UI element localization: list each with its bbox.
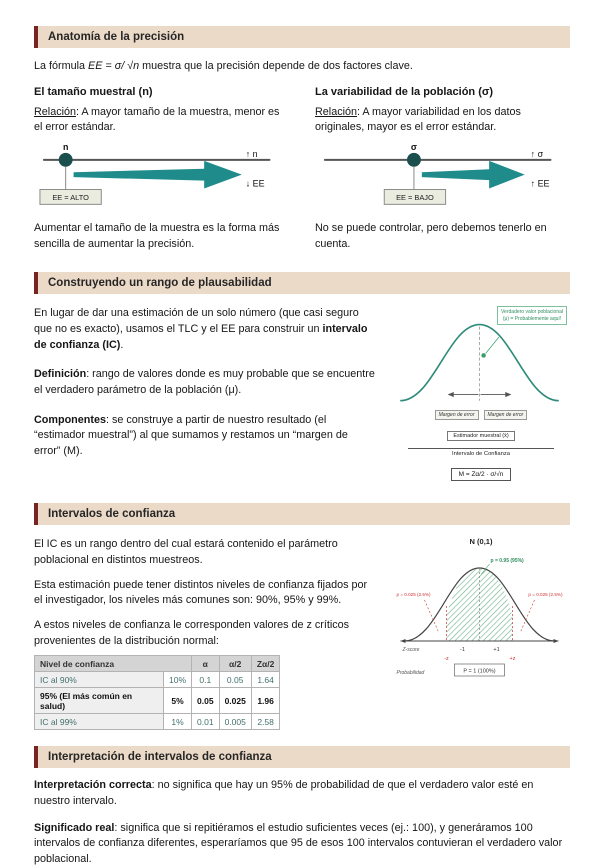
distribution-title: N (0,1) [392, 537, 570, 546]
correct-interpretation-label: Interpretación correcta [34, 779, 152, 791]
cell-z: 1.96 [251, 688, 280, 714]
note-pointer-line [486, 337, 499, 353]
confidence-interval-bracket-label: Intervalo de Confianza [408, 448, 554, 457]
section3-paragraph-3: A estos niveles de confianza le corresponden valores de z críticos provenientes de la distribución normal: [34, 618, 376, 649]
up-sigma-label: ↑ σ [531, 149, 544, 159]
components-text: : se construye a partir de nuestro resultado (el “estimador muestral”) al que sumamos y restamos un “margen de error” (M). [34, 414, 348, 457]
section1-title: Anatomía de la precisión [48, 31, 184, 43]
section2-title: Construyendo un rango de plausabilidad [48, 277, 272, 289]
up-n-label: ↑ n [246, 149, 258, 159]
section-header-intervalos-confianza [34, 503, 570, 525]
tick-minus-z: -z [444, 656, 449, 662]
sample-size-slider-diagram [34, 144, 281, 215]
total-probability-label: P = 1 (100%) [463, 669, 495, 675]
section2-text-column [34, 306, 376, 481]
slider-knob [407, 153, 421, 167]
ee-alto-box-label: EE = ALTO [52, 193, 89, 202]
cell-alpha: 0.05 [192, 688, 220, 714]
ee-bajo-box-label: EE = BAJO [396, 193, 434, 202]
section2-content [34, 306, 570, 481]
header-alpha: α [192, 656, 220, 672]
table-row-ic99 [35, 714, 280, 730]
cell-z: 1.64 [251, 672, 280, 688]
factor-n-column [34, 85, 289, 253]
up-ee-label: ↑ EE [531, 178, 550, 188]
relation-text: : A mayor tamaño de la muestra, menor es el error estándar. [34, 106, 279, 134]
cell-alpha-half: 0.005 [219, 714, 251, 730]
cell-level: IC al 99% [35, 714, 164, 730]
cell-z: 2.58 [251, 714, 280, 730]
factor-n-note: Aumentar el tamaño de la muestra es la forma más sencilla de aumentar la precisión. [34, 221, 289, 252]
margin-labels-row [392, 410, 570, 420]
tick-plus-1: +1 [493, 647, 499, 653]
precision-factors-columns [34, 85, 570, 253]
margin-arrowhead-right [505, 392, 511, 397]
intro-post: muestra que la precisión depende de dos factores clave. [139, 60, 413, 72]
definition-text: : rango de valores donde es muy probable que se encuentre el verdadero parámetro de la población (μ). [34, 368, 375, 396]
variability-slider-diagram [315, 144, 562, 215]
margin-of-error-right-label: Margen de error [484, 410, 528, 420]
real-meaning-paragraph [34, 821, 570, 867]
increase-arrow [74, 161, 242, 189]
margin-of-error-formula: M = Zα/2 · σ/√n [451, 468, 512, 481]
header-alpha-half: α/2 [219, 656, 251, 672]
section-header-anatomia-precision [34, 26, 570, 48]
relation-label: Relación [34, 106, 76, 118]
definition-label: Definición [34, 368, 86, 380]
factor-n-heading: El tamaño muestral (n) [34, 85, 289, 101]
confidence-interval-diagram [392, 306, 570, 481]
table-row-ic95 [35, 688, 280, 714]
probability-label: Probabilidad [397, 670, 425, 676]
down-ee-label: ↓ EE [246, 178, 265, 188]
section-header-interpretacion [34, 746, 570, 768]
cell-pct: 1% [164, 714, 192, 730]
z-critical-values-table [34, 655, 280, 730]
tick-minus-1: -1 [460, 647, 465, 653]
true-value-dot [481, 354, 486, 359]
true-value-note: Verdadero valor poblacional (μ) = Probablemente aquí! [497, 306, 567, 325]
estimator-row [392, 424, 570, 442]
header-z-alpha-half: Zα/2 [251, 656, 280, 672]
cell-level: IC al 90% [35, 672, 164, 688]
factor-sigma-note: No se puede controlar, pero debemos tenerlo en cuenta. [315, 221, 570, 252]
section3-title: Intervalos de confianza [48, 508, 175, 520]
standard-normal-diagram [392, 537, 570, 730]
section3-content [34, 537, 570, 730]
cell-level: 95% (El más común en salud) [35, 688, 164, 714]
cell-alpha-half: 0.025 [219, 688, 251, 714]
cell-alpha: 0.1 [192, 672, 220, 688]
real-meaning-text: : significa que si repitiéramos el estudio suficientes veces (ej.: 100), y generáramos 100 intervalos de confianza diferentes, esperaríamos que 95 de esos 100 intervalos contuvieran el verdadero valor poblacional. [34, 822, 562, 865]
slider-knob [59, 153, 73, 167]
p95-label: p = 0.95 (95%) [491, 558, 525, 564]
margin-arrowhead-left [448, 392, 454, 397]
real-meaning-label: Significado real [34, 822, 114, 834]
table-header [35, 656, 280, 672]
section3-paragraph-1: El IC es un rango dentro del cual estará contenido el parámetro poblacional en distintos muestreos. [34, 537, 376, 568]
axis-arrow-right [554, 639, 559, 643]
cell-alpha-half: 0.05 [219, 672, 251, 688]
relation-text: : A mayor variabilidad en los datos originales, mayor es el error estándar. [315, 106, 521, 134]
section3-text-column [34, 537, 376, 730]
cell-pct: 5% [164, 688, 192, 714]
sample-estimator-label: Estimador muestral (x̄) [447, 431, 514, 441]
correct-interpretation-text: : no significa que hay un 95% de probabilidad de que el verdadero valor esté en nuestro intervalo. [34, 779, 533, 807]
margin-of-error-left-label: Margen de error [435, 410, 479, 420]
formula-row [392, 463, 570, 481]
section2-paragraph-1 [34, 306, 376, 353]
standard-normal-svg [392, 548, 567, 680]
p1-bold: intervalo de confianza (IC) [34, 323, 367, 351]
right-tail-probability-label: p = 0.025 (2.5%) [528, 592, 563, 597]
header-nivel-de-confianza: Nivel de confianza [35, 656, 192, 672]
tick-plus-z: +z [510, 656, 516, 662]
p1-pre: En lugar de dar una estimación de un solo número (que casi seguro que no es exacto), usamos el TLC y el EE para construir un [34, 307, 359, 335]
components-paragraph [34, 413, 376, 460]
table-row-ic90 [35, 672, 280, 688]
intro-pre: La fórmula [34, 60, 88, 72]
axis-arrow-left [401, 639, 406, 643]
cell-pct: 10% [164, 672, 192, 688]
definition-paragraph [34, 367, 376, 398]
bell-curve-canvas [392, 306, 567, 409]
slider-knob-label: σ [411, 144, 417, 152]
z-score-axis-label: Z-score [402, 647, 420, 653]
factor-n-relation [34, 105, 289, 136]
cell-alpha: 0.01 [192, 714, 220, 730]
section3-paragraph-2: Esta estimación puede tener distintos niveles de confianza fijados por el investigador, los niveles más comunes son: 90%, 95% y 99%. [34, 578, 376, 609]
correct-interpretation-paragraph [34, 778, 570, 809]
intro-paragraph [34, 59, 570, 75]
left-tail-probability-label: p = 0.025 (2.5%) [397, 592, 432, 597]
relation-label: Relación [315, 106, 357, 118]
increase-arrow [422, 161, 525, 189]
intro-formula: EE = σ/ √n [88, 60, 139, 72]
components-label: Componentes [34, 414, 106, 426]
factor-sigma-relation [315, 105, 570, 136]
factor-sigma-column [315, 85, 570, 253]
section-header-rango-plausabilidad [34, 272, 570, 294]
section4-title: Interpretación de intervalos de confianza [48, 751, 272, 763]
slider-knob-label: n [63, 144, 68, 152]
p1-post: . [120, 339, 123, 351]
factor-sigma-heading: La variabilidad de la población (σ) [315, 85, 570, 101]
